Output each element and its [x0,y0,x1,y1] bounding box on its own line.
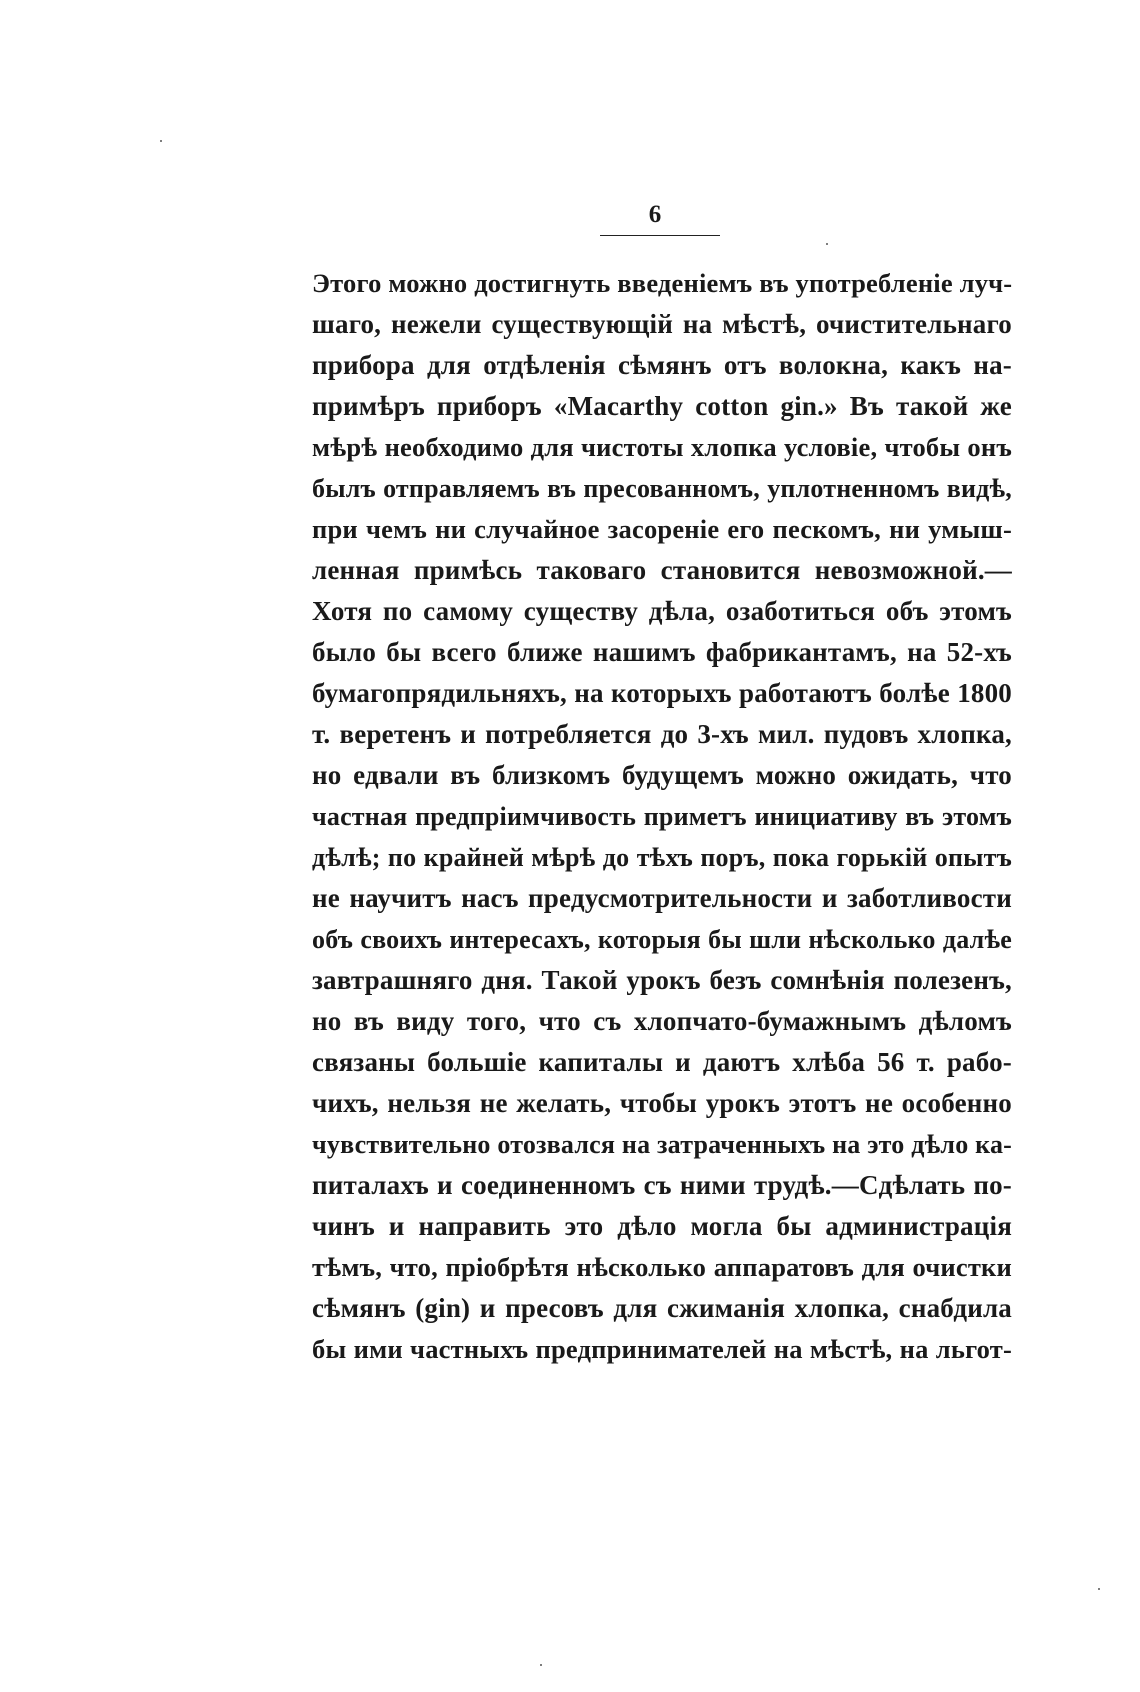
text-line: частная предпріимчивость приметъ инициативу въ этомъ [312,802,1012,831]
text-line: сѣмянъ (gin) и пресовъ для сжиманія хлопка, снабдила [312,1293,1012,1323]
scan-speck [826,243,828,245]
text-line: завтрашняго дня. Такой урокъ безъ сомнѣнія полезенъ, [312,965,1012,995]
text-line: ленная примѣсь таковаго становится невозможной.— [312,555,1012,585]
text-line: но едвали въ близкомъ будущемъ можно ожидать, что [312,760,1012,790]
text-line: чувствительно отозвался на затраченныхъ на это дѣло ка- [312,1130,1012,1159]
text-line: при чемъ ни случайное засореніе его пескомъ, ни умыш- [312,514,1012,544]
text-line: шаго, нежели существующій на мѣстѣ, очистительнаго [312,309,1012,339]
scan-speck [540,1664,542,1666]
scan-speck [1098,1588,1100,1590]
text-line: чинъ и направить это дѣло могла бы администрація [312,1211,1012,1241]
text-line: дѣлѣ; по крайней мѣрѣ до тѣхъ поръ, пока горькій опытъ [312,843,1012,872]
text-line: примѣръ приборъ «Macarthy cotton gin.» Въ такой же [312,391,1012,421]
text-line: было бы всего ближе нашимъ фабрикантамъ, на 52-хъ [312,637,1012,667]
text-line: былъ отправляемъ въ пресованномъ, уплотненномъ видѣ, [312,474,1012,503]
text-line: чихъ, нельзя не желать, чтобы урокъ этотъ не особенно [312,1088,1012,1118]
text-line: бумагопрядильняхъ, на которыхъ работаютъ болѣе 1800 [312,678,1012,708]
text-line: питалахъ и соединенномъ съ ними трудѣ.—Сдѣлать по- [312,1170,1012,1200]
text-line: мѣрѣ необходимо для чистоты хлопка условіе, чтобы онъ [312,432,1012,462]
page-number: 6 [648,201,662,228]
text-line: Этого можно достигнуть введеніемъ въ употребленіе луч- [312,268,1013,298]
scan-speck [160,140,162,142]
text-line: т. веретенъ и потребляется до 3-хъ мил. пудовъ хлопка, [312,719,1012,749]
text-line: связаны большіе капиталы и даютъ хлѣба 56 т. рабо- [312,1047,1012,1077]
text-line: прибора для отдѣленія сѣмянъ отъ волокна, какъ на- [312,350,1012,380]
text-line: бы ими частныхъ предпринимателей на мѣстѣ, на льгот- [312,1334,1012,1364]
text-line: тѣмъ, что, пріобрѣтя нѣсколько аппаратовъ для очистки [312,1252,1012,1282]
text-line: Хотя по самому существу дѣла, озаботиться объ этомъ [312,596,1012,626]
text-line: объ своихъ интересахъ, которыя бы шли нѣсколько далѣе [312,925,1012,954]
header-rule [600,235,720,236]
text-line: не научитъ насъ предусмотрительности и заботливости [312,883,1012,913]
text-line: но въ виду того, что съ хлопчато-бумажнымъ дѣломъ [312,1006,1012,1036]
body-text [312,263,1012,1370]
